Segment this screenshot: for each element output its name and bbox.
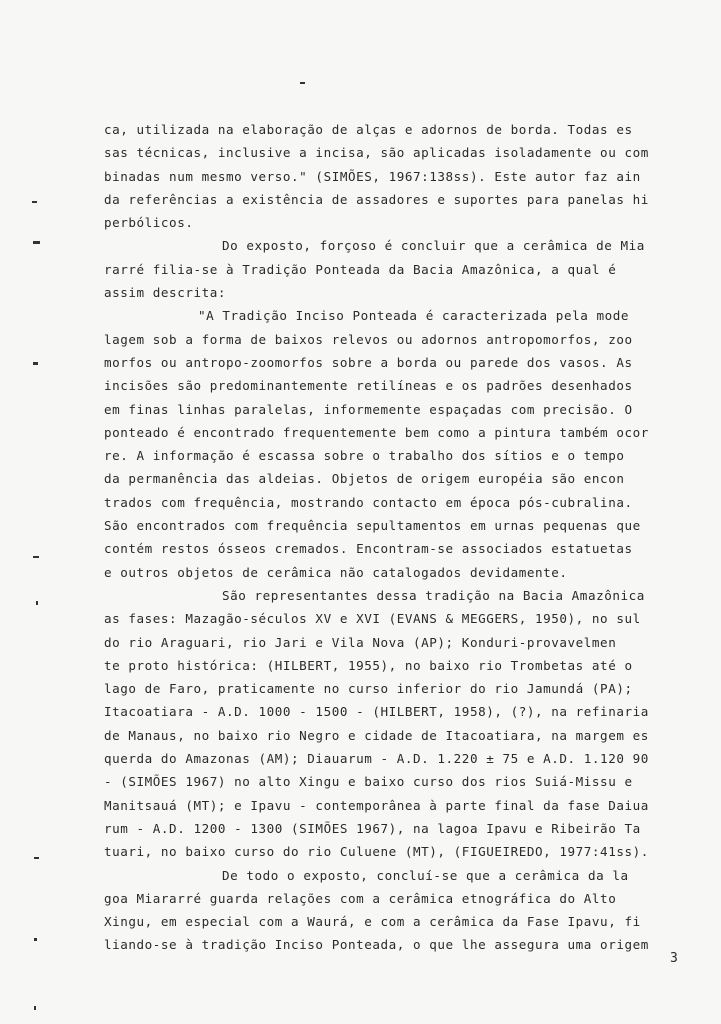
- text-line: "A Tradição Inciso Ponteada é caracterizada pela mode: [198, 308, 629, 324]
- text-line: São encontrados com frequência sepultamentos em urnas pequenas que: [104, 518, 641, 534]
- text-line: perbólicos.: [104, 215, 194, 231]
- text-line: de Manaus, no baixo rio Negro e cidade de Itacoatiara, na margem es: [104, 727, 649, 743]
- text-line: binadas num mesmo verso." (SIMÕES, 1967:138ss). Este autor faz ain: [104, 168, 641, 184]
- text-line: tuari, no baixo curso do rio Culuene (MT), (FIGUEIREDO, 1977:41ss).: [104, 844, 649, 860]
- text-line: as fases: Mazagão-séculos XV e XVI (EVANS & MEGGERS, 1950), no sul: [104, 611, 641, 627]
- text-line: rum - A.D. 1200 - 1300 (SIMÕES 1967), na lagoa Ipavu e Ribeirão Ta: [104, 820, 641, 836]
- document-body: [104, 118, 694, 957]
- margin-mark: [34, 938, 37, 941]
- margin-mark: [34, 857, 39, 859]
- text-line: da permanência das aldeias. Objetos de origem européia são encon: [104, 471, 625, 487]
- text-line: contém restos ósseos cremados. Encontram-se associados estatuetas: [104, 541, 633, 557]
- text-line: trados com frequência, mostrando contacto em época pós-cubralina.: [104, 494, 633, 510]
- text-line: morfos ou antropo-zoomorfos sobre a borda ou parede dos vasos. As: [104, 354, 633, 370]
- text-line: Itacoatiara - A.D. 1000 - 1500 - (HILBERT, 1958), (?), na refinaria: [104, 704, 649, 720]
- text-line: ca, utilizada na elaboração de alças e adornos de borda. Todas es: [104, 122, 633, 137]
- text-line: Do exposto, forçoso é concluir que a cerâmica de Mia: [222, 238, 645, 254]
- text-line: em finas linhas paralelas, informemente espaçadas com precisão. O: [104, 401, 633, 417]
- text-line: re. A informação é escassa sobre o trabalho dos sítios e o tempo: [104, 448, 625, 464]
- text-line: goa Miararré guarda relações com a cerâmica etnográfica do Alto: [104, 890, 617, 906]
- text-line: assim descrita:: [104, 285, 226, 301]
- text-line: lagem sob a forma de baixos relevos ou adornos antropomorfos, zoo: [104, 331, 633, 347]
- margin-mark: [34, 1006, 36, 1010]
- page-number: 3: [670, 951, 678, 966]
- margin-mark: [300, 82, 305, 84]
- margin-mark: [32, 201, 37, 203]
- margin-mark: [36, 601, 38, 605]
- text-line: - (SIMÕES 1967) no alto Xingu e baixo curso dos rios Suiá-Missu e: [104, 774, 633, 790]
- text-line: e outros objetos de cerâmica não catalogados devidamente.: [104, 564, 568, 580]
- text-line: da referências a existência de assadores e suportes para panelas hi: [104, 191, 649, 207]
- text-line: liando-se à tradição Inciso Ponteada, o que lhe assegura uma origem: [104, 937, 649, 953]
- text-line: sas técnicas, inclusive a incisa, são aplicadas isoladamente ou com: [104, 145, 649, 161]
- text-line: De todo o exposto, concluí-se que a cerâmica da la: [222, 867, 629, 883]
- margin-mark: [33, 556, 39, 558]
- text-line: do rio Araguari, rio Jari e Vila Nova (AP); Konduri-provavelmen: [104, 634, 617, 650]
- text-line: incisões são predominantemente retilíneas e os padrões desenhados: [104, 378, 633, 394]
- margin-mark: [33, 241, 40, 244]
- text-line: querda do Amazonas (AM); Diauarum - A.D. 1.220 ± 75 e A.D. 1.120 90: [104, 751, 649, 767]
- text-line: rarré filia-se à Tradição Ponteada da Bacia Amazônica, a qual é: [104, 261, 617, 277]
- text-line: Manitsauá (MT); e Ipavu - contemporânea à parte final da fase Daiua: [104, 797, 649, 813]
- text-line: São representantes dessa tradição na Bacia Amazônica: [222, 587, 645, 603]
- text-line: lago de Faro, praticamente no curso inferior do rio Jamundá (PA);: [104, 681, 633, 697]
- text-line: ponteado é encontrado frequentemente bem como a pintura também ocor: [104, 424, 649, 440]
- margin-mark: [33, 362, 38, 365]
- text-line: Xingu, em especial com a Waurá, e com a cerâmica da Fase Ipavu, fi: [104, 914, 641, 930]
- text-line: te proto histórica: (HILBERT, 1955), no baixo rio Trombetas até o: [104, 657, 633, 673]
